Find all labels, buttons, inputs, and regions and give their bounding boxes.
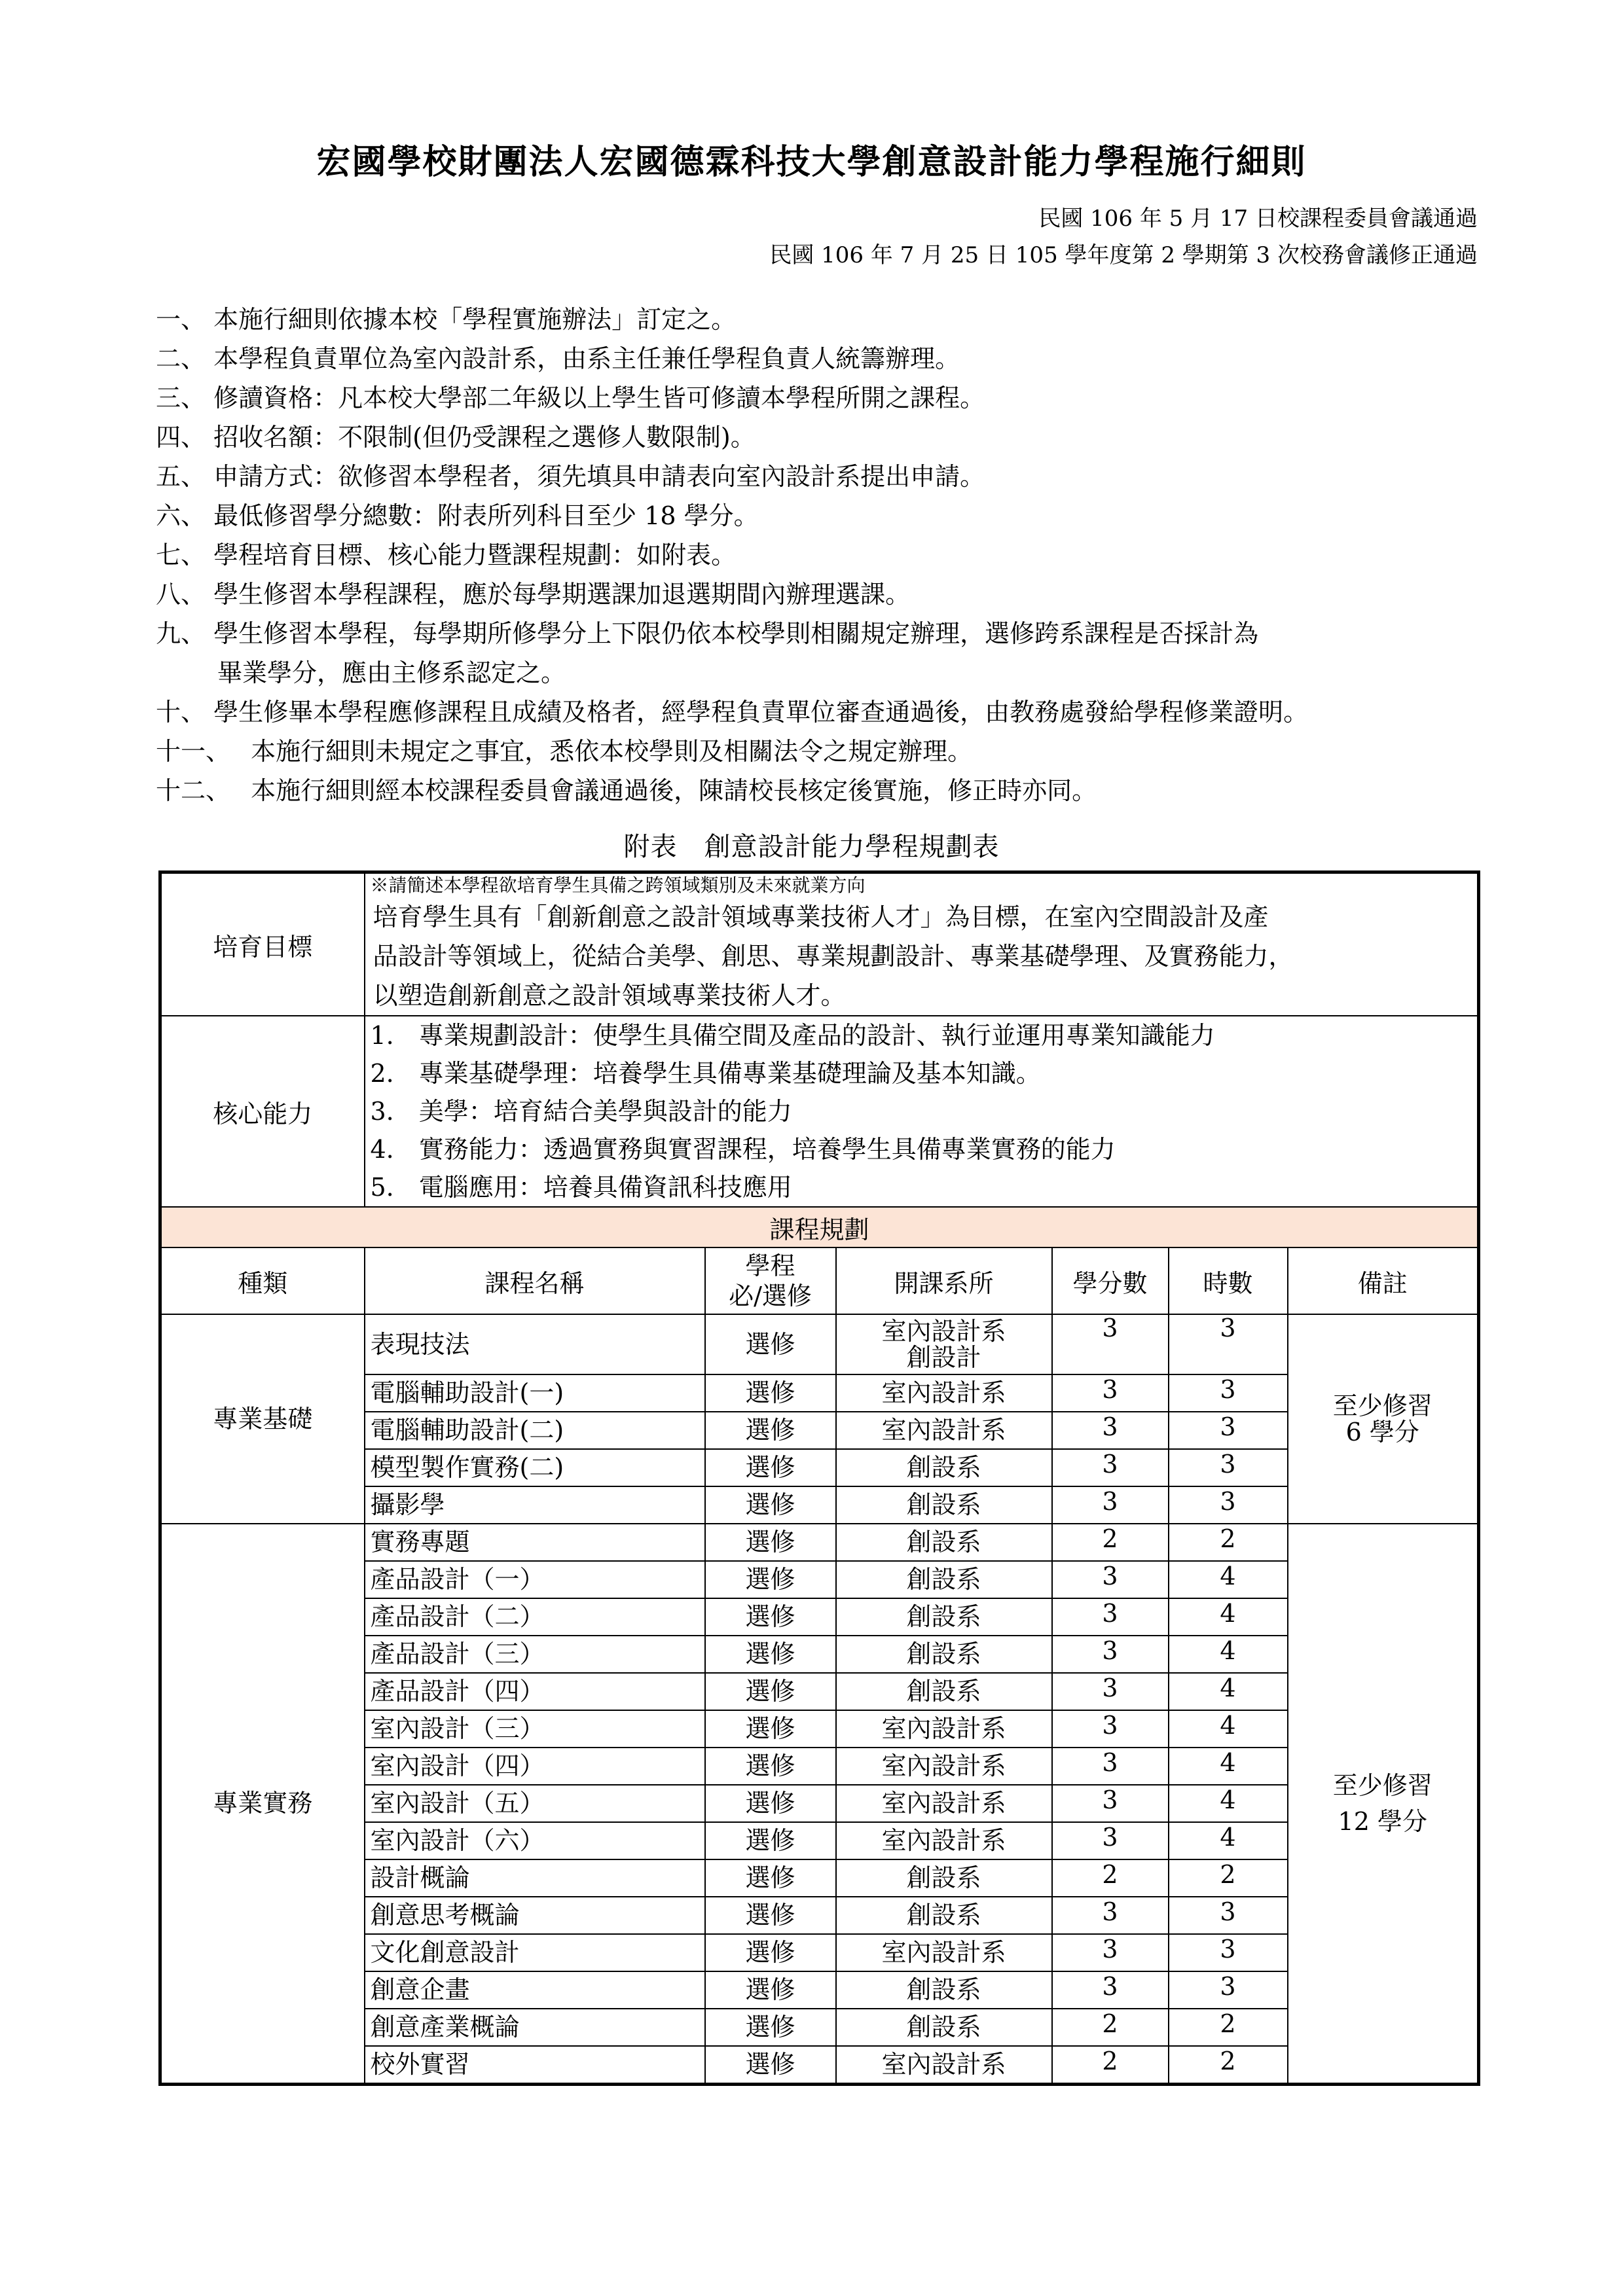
- article-1: 一、 本施行細則依據本校「學程實施辦法」訂定之。: [156, 305, 737, 334]
- core-row: [160, 1016, 1479, 1207]
- course-name: 產品設計（二）: [365, 1598, 705, 1636]
- article-9: 九、 學生修習本學程，每學期所修學分上下限仍依本校學則相關規定辦理，選修跨系課程是否採計為: [156, 619, 1259, 648]
- course-dept: 室內設計系: [836, 1710, 1052, 1748]
- course-credits: 3: [1052, 1897, 1169, 1934]
- course-required: 選修: [705, 1934, 836, 1971]
- course-name: 文化創意設計: [365, 1934, 705, 1971]
- course-required: 選修: [705, 1822, 836, 1859]
- course-dept: 室內設計系: [836, 1412, 1052, 1449]
- course-required: 選修: [705, 1561, 836, 1598]
- course-credits: 3: [1052, 1374, 1169, 1412]
- course-name: 電腦輔助設計(二): [365, 1412, 705, 1449]
- course-hours: 4: [1169, 1673, 1288, 1710]
- document-title: 宏國學校財團法人宏國德霖科技大學創意設計能力學程施行細則: [316, 143, 1307, 182]
- header-type: 種類: [160, 1247, 365, 1314]
- article-3: 三、 修讀資格：凡本校大學部二年級以上學生皆可修讀本學程所開之課程。: [156, 384, 985, 412]
- course-name: 室內設計（六）: [365, 1822, 705, 1859]
- article-6: 六、 最低修習學分總數：附表所列科目至少 18 學分。: [156, 501, 759, 530]
- course-hours: 2: [1169, 1859, 1288, 1897]
- approval-note-1: 民國 106 年 5 月 17 日校課程委員會議通過: [1038, 206, 1478, 232]
- article-7: 七、 學程培育目標、核心能力暨課程規劃：如附表。: [156, 541, 737, 569]
- core-label: 核心能力: [160, 1016, 365, 1207]
- course-credits: 3: [1052, 1785, 1169, 1822]
- article-4: 四、 招收名額：不限制(但仍受課程之選修人數限制)。: [156, 423, 756, 452]
- goal-hint: ※請簡述本學程欲培育學生具備之跨領域類別及未來就業方向: [370, 874, 866, 896]
- article-list: [156, 300, 1478, 810]
- course-hours: 3: [1169, 1374, 1288, 1412]
- course-credits: 3: [1052, 1673, 1169, 1710]
- course-required: 選修: [705, 1412, 836, 1449]
- course-name: 電腦輔助設計(一): [365, 1374, 705, 1412]
- course-dept: 室內設計系: [836, 1374, 1052, 1412]
- course-dept: 室內設計系: [836, 1822, 1052, 1859]
- course-required: 選修: [705, 2009, 836, 2046]
- header-remark: 備註: [1288, 1247, 1479, 1314]
- course-dept: 創設系: [836, 1897, 1052, 1934]
- header-course: 課程名稱: [365, 1247, 705, 1314]
- course-required: 選修: [705, 2046, 836, 2085]
- course-dept: [836, 1314, 1052, 1374]
- course-credits: 2: [1052, 2009, 1169, 2046]
- course-name: 室內設計（三）: [365, 1710, 705, 1748]
- course-credits: 3: [1052, 1710, 1169, 1748]
- course-credits: 3: [1052, 1412, 1169, 1449]
- course-credits: 3: [1052, 1748, 1169, 1785]
- course-hours: 3: [1169, 1314, 1288, 1374]
- core-item-4: 4. 實務能力：透過實務與實習課程，培養學生具備專業實務的能力: [370, 1135, 1116, 1164]
- course-name: 表現技法: [365, 1314, 705, 1374]
- header-required-line2: 必/選修: [729, 1282, 812, 1310]
- course-required: 選修: [705, 1897, 836, 1934]
- goal-line-2: 品設計等領域上，從結合美學、創思、專業規劃設計、專業基礎學理、及實務能力，: [373, 942, 1294, 971]
- program-plan-table: [158, 870, 1480, 2086]
- table-caption: 附表 創意設計能力學程規劃表: [623, 832, 1000, 862]
- group-remark-line1: 至少修習: [1332, 1770, 1432, 1800]
- course-dept: 室內設計系: [836, 1934, 1052, 1971]
- table-row: [160, 1314, 1479, 1374]
- group-remark-line1: 至少修習: [1332, 1391, 1432, 1420]
- course-name: 創意思考概論: [365, 1897, 705, 1934]
- course-required: 選修: [705, 1673, 836, 1710]
- course-dept: 室內設計系: [836, 1785, 1052, 1822]
- approval-note-2: 民國 106 年 7 月 25 日 105 學年度第 2 學期第 3 次校務會議修正通過: [769, 242, 1478, 268]
- header-credits: 學分數: [1052, 1247, 1169, 1314]
- course-credits: 3: [1052, 1971, 1169, 2009]
- course-hours: 2: [1169, 2046, 1288, 2085]
- course-dept: 創設系: [836, 1971, 1052, 2009]
- group-remark-line2: 6 學分: [1345, 1418, 1419, 1446]
- course-name: 產品設計（四）: [365, 1673, 705, 1710]
- course-hours: 4: [1169, 1636, 1288, 1673]
- header-dept: 開課系所: [836, 1247, 1052, 1314]
- header-row: [160, 1247, 1479, 1314]
- course-dept: 創設系: [836, 1859, 1052, 1897]
- course-dept-line1: 室內設計系: [881, 1317, 1006, 1346]
- course-credits: 3: [1052, 1314, 1169, 1374]
- course-hours: 3: [1169, 1971, 1288, 2009]
- course-dept: 室內設計系: [836, 2046, 1052, 2085]
- course-hours: 4: [1169, 1598, 1288, 1636]
- course-hours: 3: [1169, 1486, 1288, 1524]
- course-name: 室內設計（四）: [365, 1748, 705, 1785]
- goal-line-1: 培育學生具有「創新創意之設計領域專業技術人才」為目標，在室內空間設計及產: [373, 903, 1269, 931]
- course-credits: 3: [1052, 1598, 1169, 1636]
- core-item-2: 2. 專業基礎學理：培養學生具備專業基礎理論及基本知識。: [370, 1059, 1041, 1088]
- course-dept: 創設系: [836, 1524, 1052, 1561]
- course-hours: 2: [1169, 1524, 1288, 1561]
- course-hours: 4: [1169, 1748, 1288, 1785]
- course-dept: 創設系: [836, 1486, 1052, 1524]
- course-required: 選修: [705, 1859, 836, 1897]
- course-name: 實務專題: [365, 1524, 705, 1561]
- course-name: 產品設計（一）: [365, 1561, 705, 1598]
- header-required-line1: 學程: [745, 1251, 795, 1280]
- core-item-5: 5. 電腦應用：培養具備資訊科技應用: [370, 1173, 792, 1202]
- course-required: 選修: [705, 1524, 836, 1561]
- goal-line-3: 以塑造創新創意之設計領域專業技術人才。: [373, 981, 846, 1010]
- group-type-label: 專業實務: [160, 1524, 365, 2085]
- course-required: 選修: [705, 1598, 836, 1636]
- course-required: 選修: [705, 1748, 836, 1785]
- course-credits: 2: [1052, 1524, 1169, 1561]
- course-required: 選修: [705, 1636, 836, 1673]
- section-title: 課程規劃: [160, 1207, 1479, 1247]
- group-remark-line2: 12 學分: [1338, 1806, 1427, 1836]
- course-required: 選修: [705, 1486, 836, 1524]
- article-9-continued: 畢業學分，應由主修系認定之。: [217, 658, 566, 687]
- article-2: 二、 本學程負責單位為室內設計系，由系主任兼任學程負責人統籌辦理。: [156, 344, 960, 373]
- course-credits: 3: [1052, 1486, 1169, 1524]
- course-hours: 4: [1169, 1822, 1288, 1859]
- course-name: 校外實習: [365, 2046, 705, 2085]
- course-required: 選修: [705, 1449, 836, 1486]
- course-dept-line2: 創設計: [906, 1343, 981, 1372]
- course-hours: 4: [1169, 1561, 1288, 1598]
- group-remark: [1288, 1524, 1479, 2085]
- course-credits: 3: [1052, 1561, 1169, 1598]
- course-hours: 3: [1169, 1934, 1288, 1971]
- course-hours: 4: [1169, 1710, 1288, 1748]
- course-credits: 3: [1052, 1934, 1169, 1971]
- course-hours: 3: [1169, 1449, 1288, 1486]
- course-hours: 4: [1169, 1785, 1288, 1822]
- course-dept: 室內設計系: [836, 1748, 1052, 1785]
- course-credits: 3: [1052, 1822, 1169, 1859]
- course-name: 室內設計（五）: [365, 1785, 705, 1822]
- course-required: 選修: [705, 1785, 836, 1822]
- course-dept: 創設系: [836, 1598, 1052, 1636]
- course-credits: 3: [1052, 1449, 1169, 1486]
- course-hours: 2: [1169, 2009, 1288, 2046]
- table-row: [160, 1524, 1479, 1561]
- course-dept: 創設系: [836, 1561, 1052, 1598]
- course-credits: 2: [1052, 1859, 1169, 1897]
- course-credits: 2: [1052, 2046, 1169, 2085]
- article-10: 十、 學生修畢本學程應修課程且成績及格者，經學程負責單位審查通過後，由教務處發給學程修業證明。: [156, 698, 1309, 726]
- course-credits: 3: [1052, 1636, 1169, 1673]
- course-name: 攝影學: [365, 1486, 705, 1524]
- course-dept: 創設系: [836, 2009, 1052, 2046]
- header-hours: 時數: [1169, 1247, 1288, 1314]
- goal-content: [365, 872, 1479, 1016]
- course-name: 設計概論: [365, 1859, 705, 1897]
- course-name: 創意產業概論: [365, 2009, 705, 2046]
- course-required: 選修: [705, 1374, 836, 1412]
- course-required: 選修: [705, 1314, 836, 1374]
- article-8: 八、 學生修習本學程課程，應於每學期選課加退選期間內辦理選課。: [156, 580, 911, 609]
- core-content: [365, 1016, 1479, 1207]
- article-5: 五、 申請方式：欲修習本學程者，須先填具申請表向室內設計系提出申請。: [156, 462, 985, 491]
- goal-label: 培育目標: [160, 872, 365, 1016]
- course-name: 模型製作實務(二): [365, 1449, 705, 1486]
- course-required: 選修: [705, 1971, 836, 2009]
- group-remark: [1288, 1314, 1479, 1524]
- article-11: 十一、 本施行細則未規定之事宜，悉依本校學則及相關法令之規定辦理。: [156, 737, 973, 766]
- course-hours: 3: [1169, 1897, 1288, 1934]
- course-required: 選修: [705, 1710, 836, 1748]
- core-item-1: 1. 專業規劃設計：使學生具備空間及產品的設計、執行並運用專業知識能力: [370, 1021, 1215, 1050]
- course-dept: 創設系: [836, 1673, 1052, 1710]
- group-type-label: 專業基礎: [160, 1314, 365, 1524]
- header-required: [705, 1247, 836, 1314]
- core-item-3: 3. 美學：培育結合美學與設計的能力: [370, 1097, 792, 1126]
- goal-row: [160, 872, 1479, 1016]
- article-12: 十二、 本施行細則經本校課程委員會議通過後，陳請校長核定後實施，修正時亦同。: [156, 776, 1097, 805]
- course-dept: 創設系: [836, 1636, 1052, 1673]
- course-name: 創意企畫: [365, 1971, 705, 2009]
- course-hours: 3: [1169, 1412, 1288, 1449]
- section-row: [160, 1207, 1479, 1247]
- course-dept: 創設系: [836, 1449, 1052, 1486]
- course-name: 產品設計（三）: [365, 1636, 705, 1673]
